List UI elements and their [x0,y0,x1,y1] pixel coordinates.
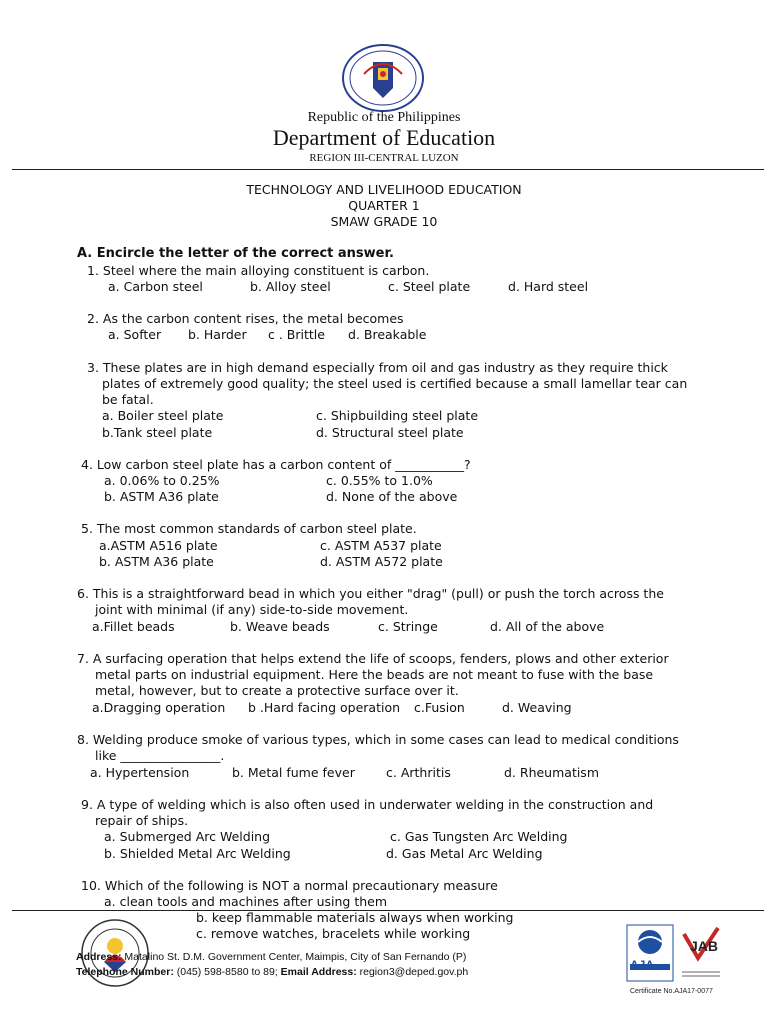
address-value: Matalino St. D.M. Government Center, Maimpis, City of San Fernando (P) [121,951,467,963]
q10-option-a: a. clean tools and machines after using them [104,894,388,909]
q9-option-a: a. Submerged Arc Welding [104,829,271,844]
q5-option-a: a.ASTM A516 plate [99,538,218,553]
q9-stem-line1: 9. A type of welding which is also often used in underwater welding in the construction and [81,797,654,812]
section-a-heading: A. Encircle the letter of the correct answer. [77,246,394,261]
q8-option-b: b. Metal fume fever [232,765,355,780]
grade-title: SMAW GRADE 10 [330,214,438,229]
q3-stem-line2: plates of extremely good quality; the steel used is certified because a small lamellar tear can [102,376,688,391]
q3-stem-line1: 3. These plates are in high demand especially from oil and gas industry as they require thick [87,360,668,375]
q2-option-c: c . Brittle [268,327,325,342]
q3-option-d: d. Structural steel plate [316,425,464,440]
q1-option-c: c. Steel plate [388,279,471,294]
quarter-title: QUARTER 1 [348,198,420,213]
q6-option-b: b. Weave beads [230,619,330,634]
republic-line: Republic of the Philippines [307,110,461,125]
q4-option-a: a. 0.06% to 0.25% [104,473,220,488]
email-label: Email Address: [277,966,357,978]
q1-option-a: a. Carbon steel [108,279,203,294]
q4-option-b: b. ASTM A36 plate [104,489,219,504]
q9-option-d: d. Gas Metal Arc Welding [386,846,543,861]
q7-option-c: c.Fusion [414,700,465,715]
q4-option-c: c. 0.55% to 1.0% [326,473,433,488]
q7-option-d: d. Weaving [502,700,572,715]
q1-option-b: b. Alloy steel [250,279,331,294]
q3-option-b: b.Tank steel plate [102,425,213,440]
q9-stem-line2: repair of ships. [95,813,189,828]
subject-title: TECHNOLOGY AND LIVELIHOOD EDUCATION [246,182,522,197]
q7-option-a: a.Dragging operation [92,700,226,715]
region-line: REGION III-CENTRAL LUZON [309,152,459,164]
q2-stem: 2. As the carbon content rises, the metal becomes [87,311,404,326]
q10-stem: 10. Which of the following is NOT a normal precautionary measure [81,878,498,893]
q7-option-b: b .Hard facing operation [248,700,401,715]
address-label: Address: [76,951,122,963]
email-value: region3@deped.gov.ph [356,966,469,978]
aja-certification-logo [626,924,674,982]
q8-option-c: c. Arthritis [386,765,451,780]
aja-label: AJA [630,958,655,972]
q4-stem: 4. Low carbon steel plate has a carbon content of ___________? [81,457,471,472]
deped-seal [342,44,424,112]
footer-contact [76,966,468,978]
q6-stem-line2: joint with minimal (if any) side-to-side movement. [95,602,409,617]
q4-option-d: d. None of the above [326,489,458,504]
q9-option-b: b. Shielded Metal Arc Welding [104,846,291,861]
q1-option-d: d. Hard steel [508,279,589,294]
department-title: Department of Education [272,125,496,150]
q2-option-b: b. Harder [188,327,247,342]
q7-stem-line1: 7. A surfacing operation that helps extend the life of scoops, fenders, plows and other exterior [77,651,669,666]
q3-option-a: a. Boiler steel plate [102,408,224,423]
q6-option-d: d. All of the above [490,619,605,634]
q6-option-c: c. Stringe [378,619,438,634]
q5-option-c: c. ASTM A537 plate [320,538,442,553]
q10-option-c: c. remove watches, bracelets while working [196,926,471,941]
jab-label: JAB [690,938,719,954]
q5-option-b: b. ASTM A36 plate [99,554,214,569]
q8-stem-line1: 8. Welding produce smoke of various types, which in some cases can lead to medical conditions [77,732,679,747]
q3-stem-line3: be fatal. [102,392,154,407]
q6-stem-line1: 6. This is a straightforward bead in which you either "drag" (pull) or push the torch across the [77,586,664,601]
q3-option-c: c. Shipbuilding steel plate [316,408,479,423]
q7-stem-line3: metal, however, but to create a protective surface over it. [95,683,459,698]
q8-stem-line2: like ________________. [95,748,225,763]
header-divider [12,169,764,170]
phone-label: Telephone Number: [76,966,174,978]
q5-stem: 5. The most common standards of carbon steel plate. [81,521,417,536]
q2-option-a: a. Softer [108,327,162,342]
q2-option-d: d. Breakable [348,327,427,342]
q8-option-a: a. Hypertension [90,765,190,780]
q5-option-d: d. ASTM A572 plate [320,554,443,569]
footer-address [76,951,466,963]
certificate-number: Certificate No.AJA17-0077 [630,988,713,995]
q10-option-b: b. keep flammable materials always when working [196,910,514,925]
q6-option-a: a.Fillet beads [92,619,175,634]
q9-option-c: c. Gas Tungsten Arc Welding [390,829,568,844]
q1-stem: 1. Steel where the main alloying constituent is carbon. [87,263,430,278]
q7-stem-line2: metal parts on industrial equipment. Here the beads are not meant to fuse with the base [95,667,654,682]
q8-option-d: d. Rheumatism [504,765,600,780]
phone-value: (045) 598-8580 to 89; [173,966,278,978]
